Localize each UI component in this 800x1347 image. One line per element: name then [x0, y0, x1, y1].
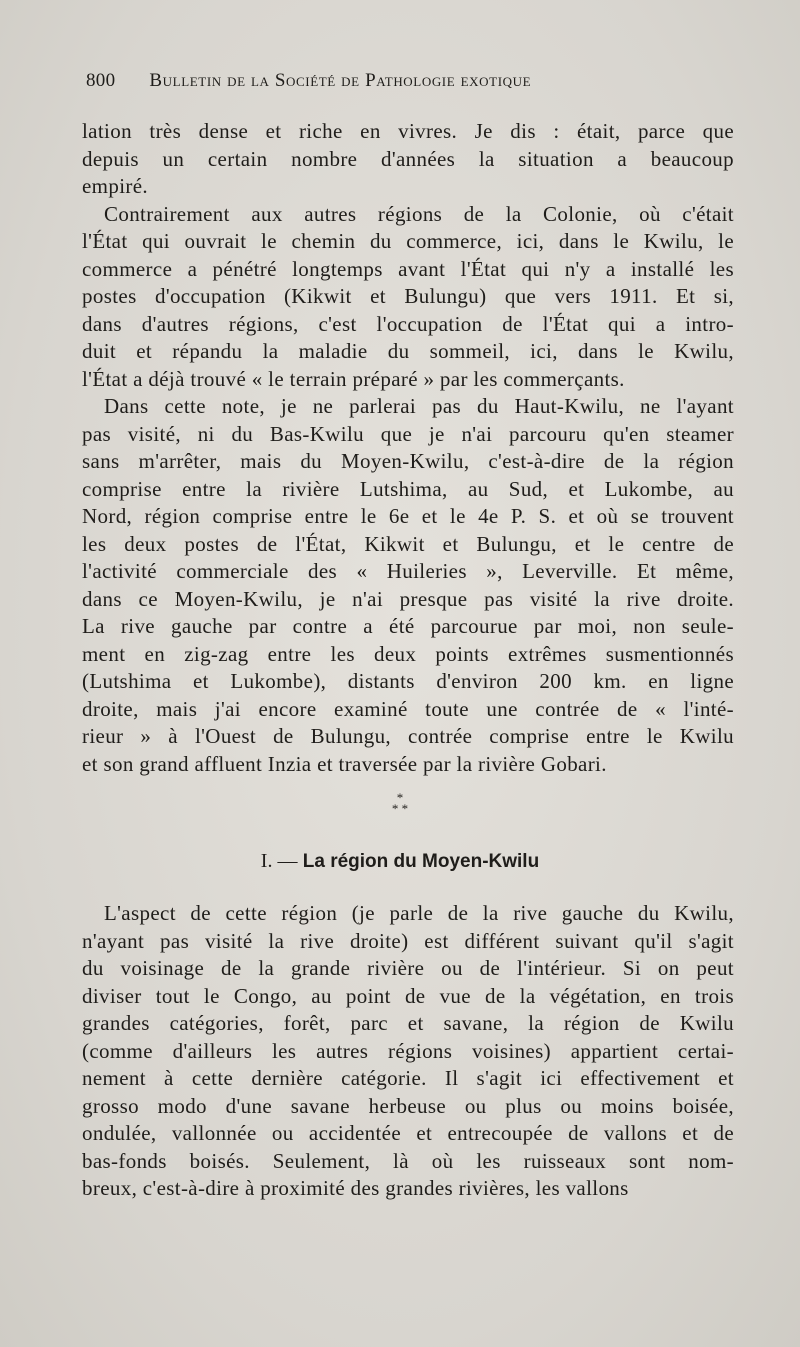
text-line: diviser tout le Congo, au point de vue de la végétation, en trois: [82, 983, 734, 1008]
text-line: dans ce Moyen-Kwilu, je n'ai presque pas visité la rive droite.: [82, 586, 734, 611]
paragraph: [82, 118, 734, 201]
text-line: (comme d'ailleurs les autres régions voisines) appartient certai-: [82, 1038, 734, 1063]
text-line: l'État qui ouvrait le chemin du commerce, ici, dans le Kwilu, le: [82, 229, 734, 253]
body-text-top: [82, 118, 734, 778]
text-line: l'État a déjà trouvé « le terrain préparé » par les commerçants.: [82, 366, 625, 391]
section-title: La région du Moyen-Kwilu: [302, 851, 540, 872]
text-line: l'activité commerciale des « Huileries », Leverville. Et même,: [82, 559, 734, 583]
section-heading: [0, 850, 800, 873]
text-line: comprise entre la rivière Lutshima, au Sud, et Lukombe, au: [82, 476, 734, 501]
text-line: rieur » à l'Ouest de Bulungu, contrée comprise entre le Kwilu: [82, 724, 734, 748]
text-line: La rive gauche par contre a été parcourue par moi, non seule-: [82, 614, 734, 638]
body-text-bottom: [82, 900, 734, 1203]
separator-stars-bottom: * *: [391, 801, 409, 816]
text-line: Dans cette note, je ne parlerai pas du Haut-Kwilu, ne l'ayant: [104, 394, 734, 418]
text-line: ment en zig-zag entre les deux points extrêmes susmentionnés: [82, 641, 734, 666]
text-line: ondulée, vallonnée ou accidentée et entrecoupée de vallons et de: [82, 1121, 734, 1145]
text-line: lation très dense et riche en vivres. Je dis : était, parce que: [82, 119, 734, 143]
running-header: [86, 70, 760, 92]
journal-title: Bulletin de la Société de Pathologie exotique: [149, 70, 532, 91]
text-line: pas visité, ni du Bas-Kwilu que je n'ai parcouru qu'en steamer: [82, 421, 734, 446]
paragraph: [82, 201, 734, 394]
text-line: duit et répandu la maladie du sommeil, ici, dans le Kwilu,: [82, 339, 734, 363]
text-line: breux, c'est-à-dire à proximité des grandes rivières, les vallons: [82, 1176, 629, 1200]
page-number: 800: [86, 70, 116, 91]
text-line: Nord, région comprise entre le 6e et le 4e P. S. et où se trouvent: [82, 504, 734, 528]
text-line: (Lutshima et Lukombe), distants d'environ 200 km. en ligne: [82, 669, 734, 693]
paragraph: [82, 900, 734, 1203]
text-line: dans d'autres régions, c'est l'occupation de l'État qui a intro-: [82, 311, 734, 336]
section-number: I. —: [260, 850, 298, 872]
separator-star-top: *: [396, 790, 404, 805]
text-line: nement à cette dernière catégorie. Il s'agit ici effectivement et: [82, 1066, 734, 1090]
text-line: grandes catégories, forêt, parc et savane, la région de Kwilu: [82, 1011, 734, 1035]
text-line: Contrairement aux autres régions de la Colonie, où c'était: [104, 201, 734, 226]
paragraph: [82, 393, 734, 778]
text-line: L'aspect de cette région (je parle de la rive gauche du Kwilu,: [104, 901, 734, 925]
text-line: n'ayant pas visité la rive droite) est différent suivant qu'il s'agit: [82, 928, 734, 953]
text-line: et son grand affluent Inzia et traversée par la rivière Gobari.: [82, 751, 607, 776]
text-line: droite, mais j'ai encore examiné toute une contrée de « l'inté-: [82, 696, 734, 721]
text-line: commerce a pénétré longtemps avant l'État qui n'y a installé les: [82, 256, 734, 281]
section-separator: [0, 792, 800, 814]
text-line: bas-fonds boisés. Seulement, là où les ruisseaux sont nom-: [82, 1148, 734, 1173]
text-line: depuis un certain nombre d'années la situation a beaucoup: [82, 146, 734, 171]
text-line: les deux postes de l'État, Kikwit et Bulungu, et le centre de: [82, 531, 734, 556]
text-line: grosso modo d'une savane herbeuse ou plus ou moins boisée,: [82, 1093, 734, 1118]
text-line: postes d'occupation (Kikwit et Bulungu) que vers 1911. Et si,: [82, 284, 734, 308]
text-line: empiré.: [82, 174, 149, 198]
text-line: sans m'arrêter, mais du Moyen-Kwilu, c'est-à-dire de la région: [82, 449, 734, 473]
text-line: du voisinage de la grande rivière ou de l'intérieur. Si on peut: [82, 956, 734, 980]
